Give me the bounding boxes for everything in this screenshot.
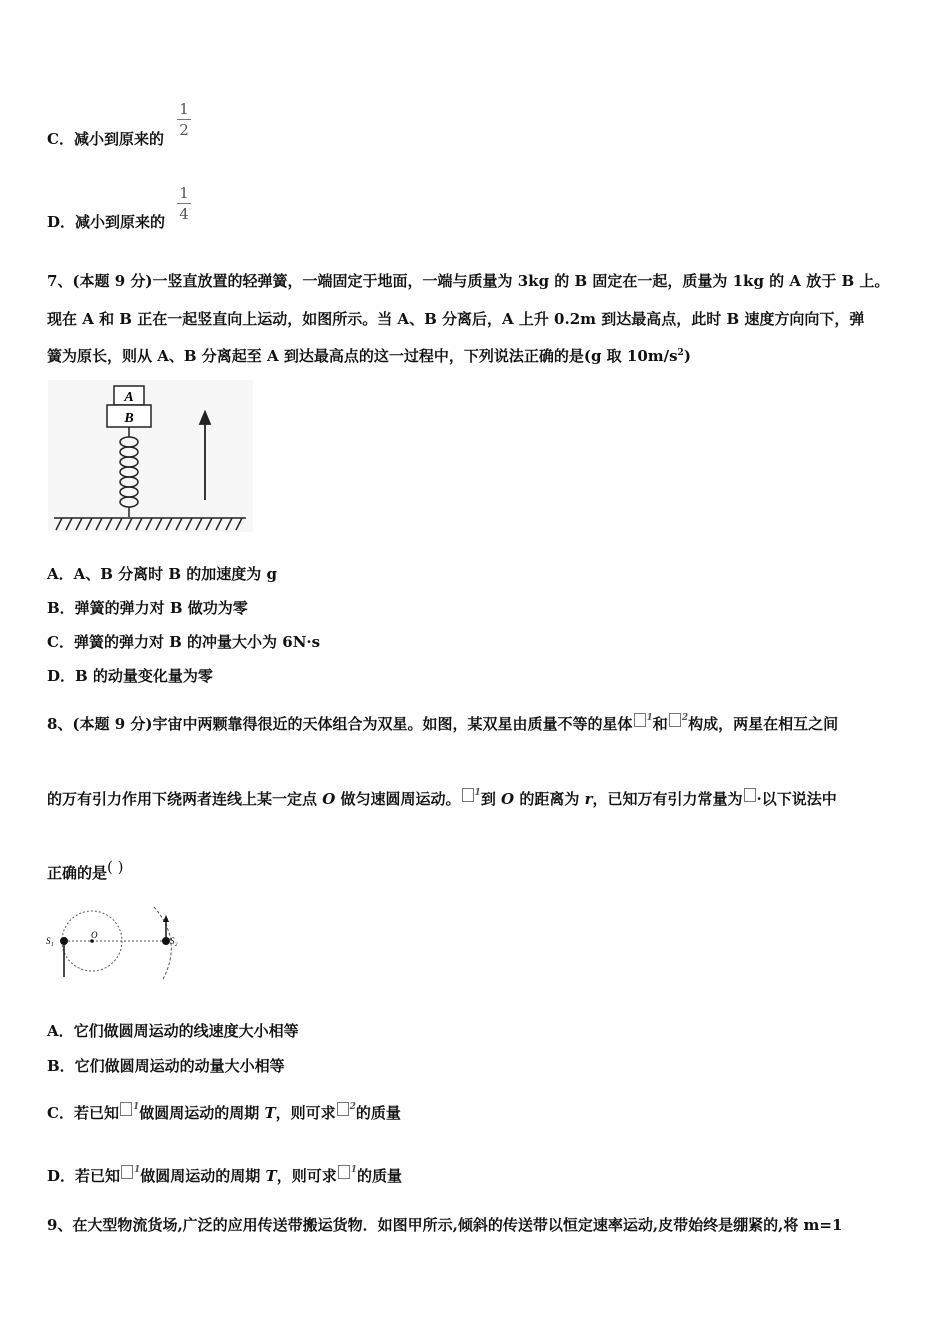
fraction-bar <box>177 203 191 204</box>
q8-stem-text: 构成，两星在相互之间 <box>688 715 839 733</box>
q8-stem-text: 和 <box>652 715 668 733</box>
star-symbol-placeholder <box>121 1165 133 1179</box>
q8-option-b: B．它们做圆周运动的动量大小相等 <box>47 1057 285 1075</box>
q6-option-d-text: D．减小到原来的 <box>47 213 166 231</box>
q6-option-d-fraction <box>177 184 191 223</box>
star-symbol-placeholder <box>120 1102 132 1116</box>
subscript: 1 <box>646 713 653 723</box>
q8-stem-text: ，已知万有引力常量为 <box>592 790 743 808</box>
subscript: 1 <box>134 1165 141 1175</box>
q8-stem-text: 做匀速圆周运动。 <box>335 790 461 808</box>
q7-option-c: C．弹簧的弹力对 B 的冲量大小为 6N·s <box>47 633 321 651</box>
subscript: 1 <box>350 1165 357 1175</box>
q8-stem-line3 <box>47 858 124 883</box>
q7-superscript: 2 <box>677 348 684 358</box>
q7-spring-figure <box>48 380 253 532</box>
block-a-label: A <box>124 390 134 405</box>
star-symbol-placeholder <box>337 1102 349 1116</box>
q8-option-text: ，则可求 <box>276 1167 337 1185</box>
q8-option-d <box>47 1165 402 1186</box>
label-s1: S₁ <box>46 936 54 946</box>
block-b-label: B <box>124 411 134 426</box>
q8-option-text: 做圆周运动的周期 <box>140 1167 266 1185</box>
q7-stem-line1: 7、(本题 9 分)一竖直放置的轻弹簧，一端固定于地面，一端与质量为 3kg 的 B 固定在一起，质量为 1kg 的 A 放于 B 上。 <box>47 272 890 290</box>
label-o: O <box>91 930 98 940</box>
q7-option-a: A．A、B 分离时 B 的加速度为 g <box>47 565 278 583</box>
star-symbol-placeholder <box>634 713 646 727</box>
q7-stem-line3-close: ) <box>683 347 691 365</box>
q8-option-text: D．若已知 <box>47 1167 121 1185</box>
star-symbol-placeholder <box>669 713 681 727</box>
answer-bracket: ( ) <box>107 858 124 876</box>
q8-stem-line2 <box>47 788 837 809</box>
label-s2: S₂ <box>170 936 178 946</box>
fraction-numerator: 1 <box>179 100 189 118</box>
fraction-denominator: 2 <box>179 121 189 139</box>
star-symbol-placeholder <box>462 788 474 802</box>
q7-stem-line3-text: 簧为原长，则从 A、B 分离起至 A 到达最高点的这一过程中，下列说法正确的是(g 取 10m/s <box>47 347 678 365</box>
q7-option-b: B．弹簧的弹力对 B 做功为零 <box>47 599 248 617</box>
q8-option-c <box>47 1102 401 1123</box>
subscript: 2 <box>349 1102 356 1112</box>
q9-stem-line1: 9、在大型物流货场,广泛的应用传送带搬运货物．如图甲所示,倾斜的传送带以恒定速率运动,皮带始终是绷紧的,将 m=1 <box>47 1216 843 1234</box>
period-t: T <box>265 1167 277 1185</box>
q8-option-text: 做圆周运动的周期 <box>139 1104 265 1122</box>
q8-stem-line1 <box>47 713 838 734</box>
q8-stem-text: ·以下说法中 <box>756 790 837 808</box>
q8-stem-text: 到 <box>480 790 502 808</box>
fraction-denominator: 4 <box>179 205 189 223</box>
q7-stem-line3 <box>47 345 691 366</box>
q8-option-text: 的质量 <box>356 1167 402 1185</box>
subscript: 2 <box>681 713 689 723</box>
q7-option-d: D．B 的动量变化量为零 <box>47 667 213 685</box>
q7-stem-line2: 现在 A 和 B 正在一起竖直向上运动，如图所示。当 A、B 分离后，A 上升 0.2m 到达最高点，此时 B 速度方向向下，弹 <box>47 310 865 328</box>
radius-r: r <box>584 790 593 808</box>
q8-stem-text: 的万有引力作用下绕两者连线上某一定点 <box>47 790 323 808</box>
q8-option-text: ，则可求 <box>275 1104 336 1122</box>
period-t: T <box>264 1104 276 1122</box>
fraction-numerator: 1 <box>179 184 189 202</box>
subscript: 1 <box>474 788 481 798</box>
subscript: 1 <box>132 1102 140 1112</box>
q8-stem-text: 8、(本题 9 分)宇宙中两颗靠得很近的天体组合为双星。如图，某双星由质量不等的星体 <box>47 715 633 733</box>
outer-orbit-arc <box>154 907 171 981</box>
fraction-bar <box>177 119 191 120</box>
q8-binary-star-figure <box>44 905 194 985</box>
star-symbol-placeholder <box>338 1165 350 1179</box>
q6-option-c-text: C．减小到原来的 <box>47 130 164 148</box>
q6-option-c-fraction <box>177 100 191 139</box>
q6-option-d <box>47 211 165 232</box>
q8-option-a: A．它们做圆周运动的线速度大小相等 <box>47 1022 299 1040</box>
point-o: O <box>322 790 336 808</box>
q6-option-c <box>47 128 164 149</box>
q8-stem-text: 正确的是 <box>47 864 108 882</box>
q8-option-text: 的质量 <box>355 1104 401 1122</box>
constant-g-placeholder <box>744 788 756 802</box>
q8-stem-text: 的距离为 <box>514 790 585 808</box>
q8-option-text: C．若已知 <box>47 1104 119 1122</box>
point-o: O <box>501 790 515 808</box>
